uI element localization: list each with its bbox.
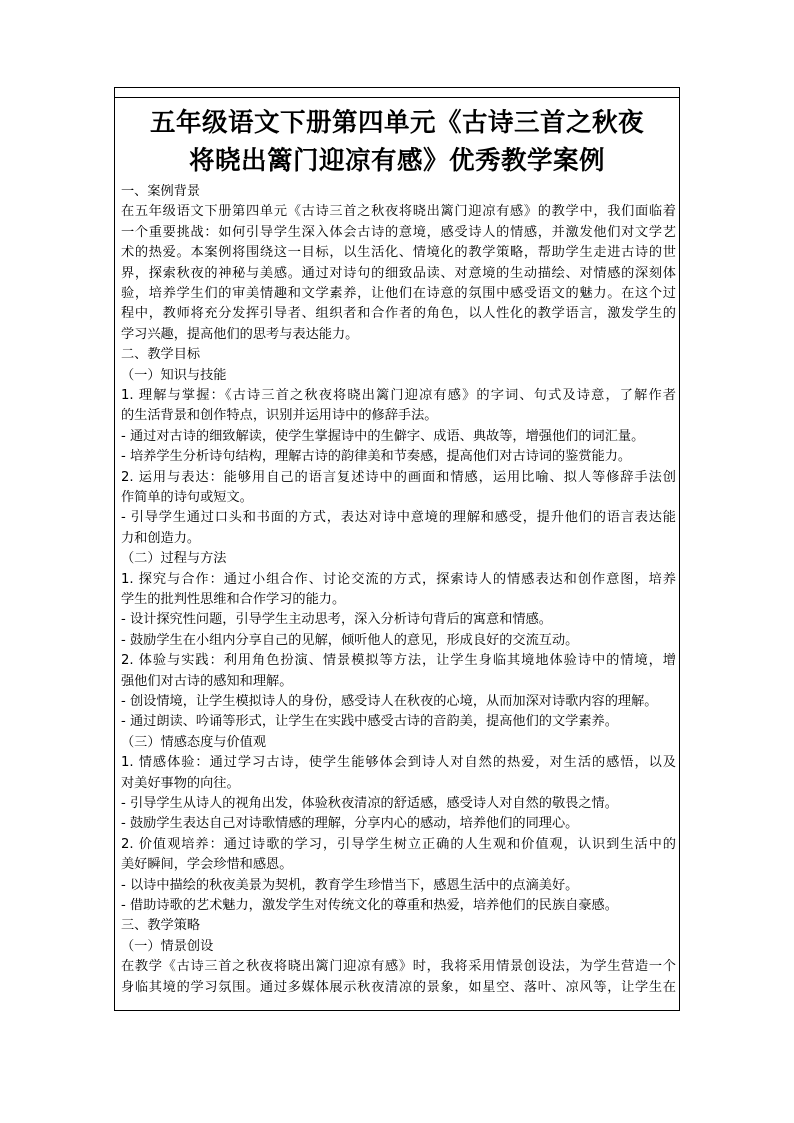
text-line: 的生活背景和创作特点，识别并运用诗中的修辞手法。 (121, 408, 438, 424)
document-page (114, 87, 680, 1011)
text-line: （三）情感态度与价值观 (121, 734, 267, 750)
text-line: 一个重要挑战：如何引导学生深入体会古诗的意境，感受诗人的情感，并激发他们对文学艺 (121, 224, 676, 240)
text-line: 1. 探究与合作：通过小组合作、讨论交流的方式，探索诗人的情感表达和创作意图，培养 (121, 571, 676, 587)
text-line: 2. 体验与实践：利用角色扮演、情景模拟等方法，让学生身临其境地体验诗中的情境，增 (121, 653, 676, 669)
text-line: 作简单的诗句或短文。 (121, 489, 253, 505)
top-rule (115, 88, 679, 98)
text-line: 一、案例背景 (121, 184, 201, 199)
text-line: - 以诗中描绘的秋夜美景为契机，教育学生珍惜当下，感恩生活中的点滴美好。 (121, 877, 579, 893)
document-title (115, 104, 679, 180)
title-line: 五年级语文下册第四单元《古诗三首之秋夜 (149, 108, 644, 138)
text-line: 美好瞬间，学会珍惜和感恩。 (121, 857, 293, 873)
text-line: - 创设情境，让学生模拟诗人的身份，感受诗人在秋夜的心境，从而加深对诗歌内容的理解。 (121, 693, 658, 709)
text-line: 2. 价值观培养：通过诗歌的学习，引导学生树立正确的人生观和价值观，认识到生活中的 (121, 836, 676, 852)
text-line: - 借助诗歌的艺术魅力，激发学生对传统文化的尊重和热爱，培养他们的民族自豪感。 (121, 898, 618, 914)
text-line: 在教学《古诗三首之秋夜将晓出篱门迎凉有感》时，我将采用情景创设法，为学生营造一个 (121, 959, 676, 975)
text-line: 身临其境的学习氛围。通过多媒体展示秋夜清凉的景象，如星空、落叶、凉风等，让学生在 (121, 979, 676, 995)
text-line: （二）过程与方法 (121, 551, 227, 567)
text-line: 程中，教师将充分发挥引导者、组织者和合作者的角色，以人性化的教学语言，激发学生的 (121, 306, 676, 322)
text-line: 1. 情感体验：通过学习古诗，使学生能够体会到诗人对自然的热爱，对生活的感悟，以及 (121, 755, 676, 771)
text-line: 2. 运用与表达：能够用自己的语言复述诗中的画面和情感，运用比喻、拟人等修辞手法创 (121, 469, 676, 485)
text-line: - 引导学生通过口头和书面的方式，表达对诗中意境的理解和感受，提升他们的语言表达能 (121, 510, 676, 526)
text-line: 界，探索秋夜的神秘与美感。通过对诗句的细致品读、对意境的生动描绘、对情感的深刻体 (121, 265, 676, 281)
text-line: （一）知识与技能 (121, 367, 227, 383)
text-line: - 培养学生分析诗句结构，理解古诗的韵律美和节奏感，提高他们对古诗词的鉴赏能力。 (121, 449, 632, 465)
text-line: - 引导学生从诗人的视角出发，体验秋夜清凉的舒适感，感受诗人对自然的敬畏之情。 (121, 796, 618, 811)
text-line: - 通过朗读、吟诵等形式，让学生在实践中感受古诗的音韵美，提高他们的文学素养。 (121, 714, 618, 730)
document-body (115, 180, 679, 998)
text-line: 术的热爱。本案例将围绕这一目标，以生活化、情境化的教学策略，帮助学生走进古诗的世 (121, 245, 676, 261)
text-line: 学生的批判性思维和合作学习的能力。 (121, 591, 346, 607)
text-line: 对美好事物的向往。 (121, 775, 240, 791)
text-line: （一）情景创设 (121, 938, 214, 954)
text-line: - 设计探究性问题，引导学生主动思考，深入分析诗句背后的寓意和情感。 (121, 612, 552, 628)
text-line: - 鼓励学生在小组内分享自己的见解，倾听他人的意见，形成良好的交流互动。 (121, 632, 579, 648)
text-line: 力和创造力。 (121, 530, 201, 546)
text-line: 三、教学策略 (121, 918, 201, 934)
text-line: 在五年级语文下册第四单元《古诗三首之秋夜将晓出篱门迎凉有感》的教学中，我们面临着 (121, 204, 676, 220)
text-line: - 鼓励学生表达自己对诗歌情感的理解，分享内心的感动，培养他们的同理心。 (121, 816, 579, 832)
text-line: 强他们对古诗的感知和理解。 (121, 673, 293, 689)
text-line: 验，培养学生们的审美情趣和文学素养，让他们在诗意的氛围中感受语文的魅力。在这个过 (121, 285, 676, 301)
text-line: 二、教学目标 (121, 347, 201, 363)
text-line: 学习兴趣，提高他们的思考与表达能力。 (121, 326, 359, 342)
title-line: 将晓出篱门迎凉有感》优秀教学案例 (188, 146, 605, 176)
text-line: 1. 理解与掌握：《古诗三首之秋夜将晓出篱门迎凉有感》的字词、句式及诗意，了解作者 (121, 387, 676, 403)
text-line: - 通过对古诗的细致解读，使学生掌握诗中的生僻字、成语、典故等，增强他们的词汇量。 (121, 428, 645, 444)
